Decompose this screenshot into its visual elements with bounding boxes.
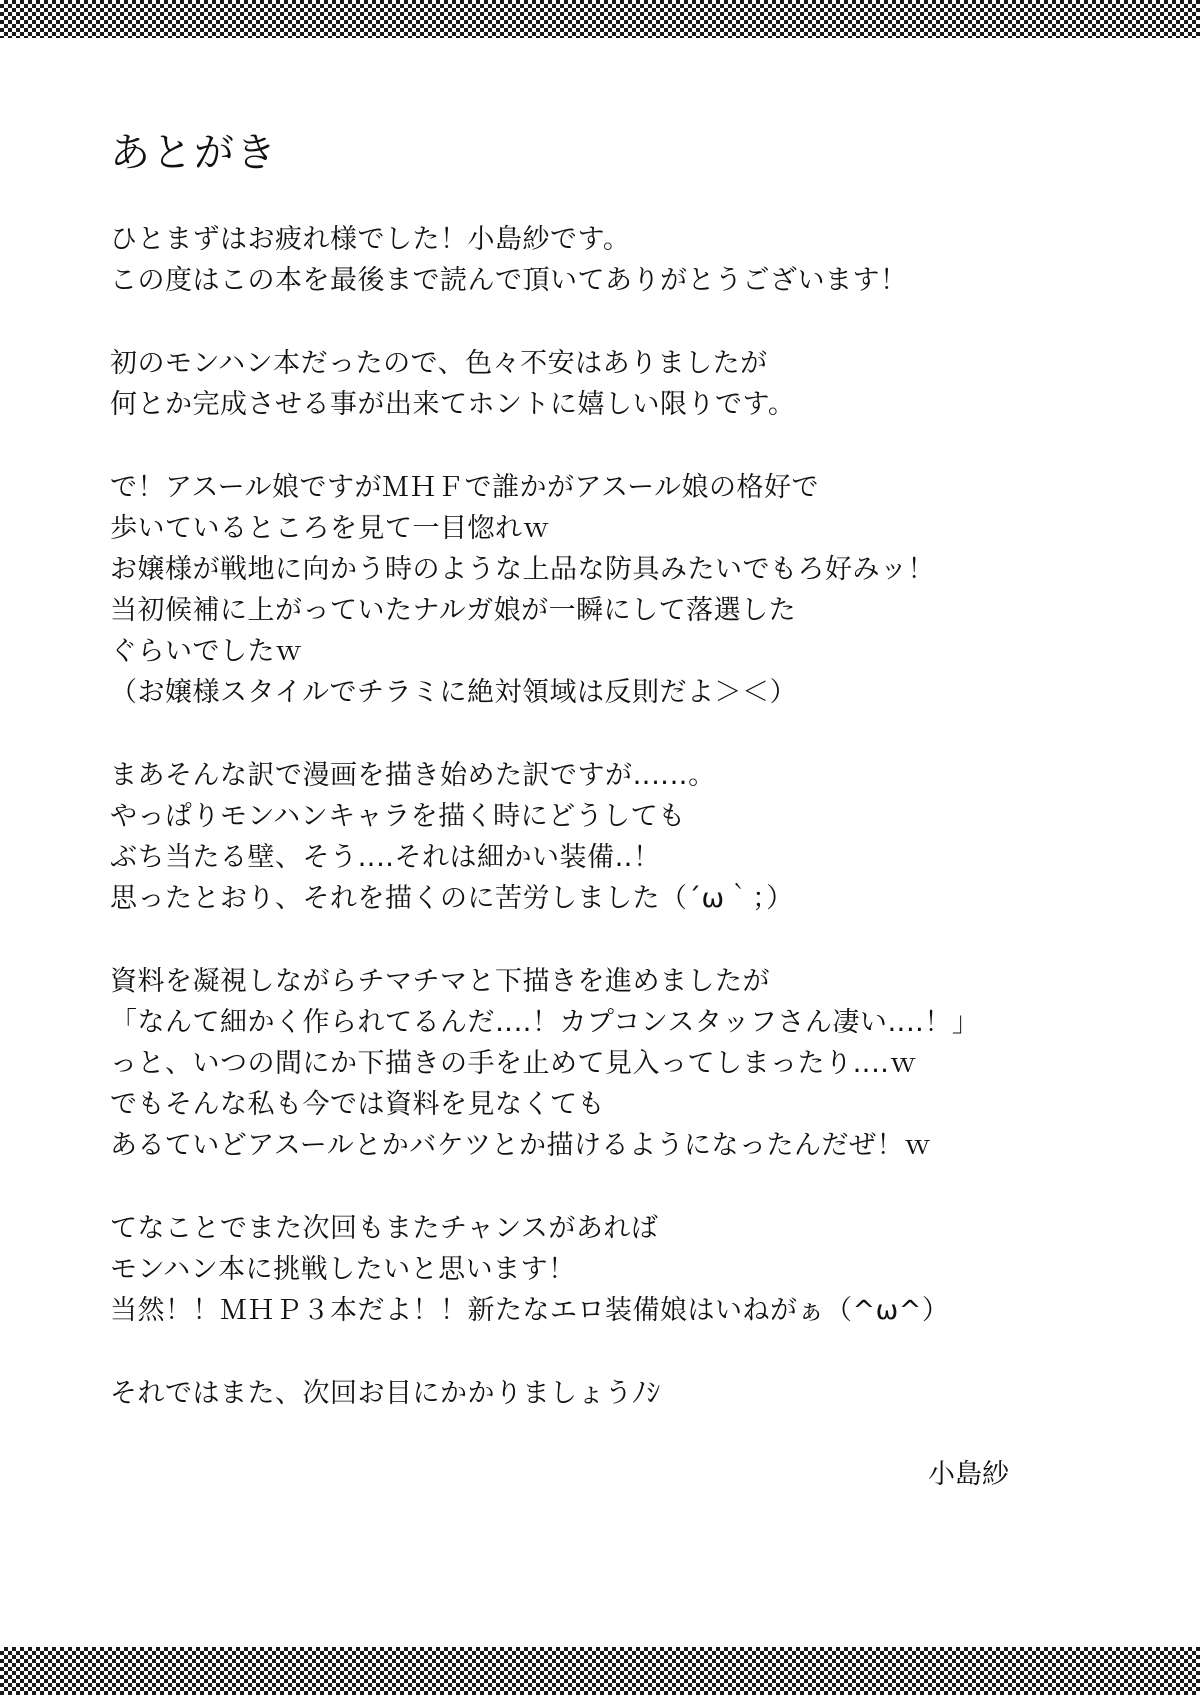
text-line: ぶち当たる壁、そう‥‥それは細かい装備‥！ — [110, 842, 661, 873]
afterword-body — [110, 219, 1070, 1456]
text-line: （お嬢様スタイルでチラミに絶対領域は反則だよ＞＜） — [110, 677, 797, 708]
paragraph — [110, 219, 1070, 301]
paragraph — [110, 961, 1070, 1166]
paragraph — [110, 1208, 1070, 1331]
text-line: っと、いつの間にか下描きの手を止めて見入ってしまったり‥‥ｗ — [110, 1048, 918, 1079]
text-line: てなことでまた次回もまたチャンスがあれば — [110, 1213, 659, 1244]
paragraph — [110, 1373, 1070, 1414]
text-line: でもそんな私も今では資料を見なくても — [110, 1089, 605, 1120]
text-line: ひとまずはお疲れ様でした！小島紗です。 — [110, 224, 631, 255]
text-line: 初のモンハン本だったので、色々不安はありましたが — [110, 348, 768, 379]
text-line: それではまた、次回お目にかかりましょうﾉｼ — [110, 1378, 661, 1409]
checker-border-bottom — [0, 1647, 1200, 1695]
text-line: やっぱりモンハンキャラを描く時にどうしても — [110, 801, 686, 832]
text-line: ぐらいでしたｗ — [110, 636, 303, 667]
text-line: この度はこの本を最後まで読んで頂いてありがとうございます！ — [110, 265, 908, 296]
paragraph — [110, 755, 1070, 919]
paragraph — [110, 343, 1070, 425]
author-signature: 小島紗 — [928, 1459, 1009, 1490]
text-line: で！アスール娘ですがＭＨＦで誰かがアスール娘の格好で — [110, 472, 820, 503]
text-line: あるていどアスールとかバケツとか描けるようになったんだぜ！ｗ — [110, 1130, 932, 1161]
text-line: 何とか完成させる事が出来てホントに嬉しい限りです。 — [110, 389, 796, 420]
text-line: 「なんて細かく作られてるんだ‥‥！カプコンスタッフさん凄い‥‥！」 — [110, 1007, 980, 1038]
page-title: あとがき — [110, 130, 278, 176]
text-line: 当然！！ＭＨＰ３本だよ！！新たなエロ装備娘はいねがぁ（^ω^） — [110, 1295, 950, 1326]
paragraph — [110, 467, 1070, 713]
text-line: 歩いているところを見て一目惚れｗ — [110, 513, 550, 544]
text-line: お嬢様が戦地に向かう時のような上品な防具みたいでもろ好みッ！ — [110, 554, 935, 585]
text-line: まあそんな訳で漫画を描き始めた訳ですが‥‥‥。 — [110, 760, 716, 791]
checker-border-top — [0, 0, 1200, 38]
text-line: モンハン本に挑戦したいと思います！ — [110, 1254, 576, 1285]
text-line: 思ったとおり、それを描くのに苦労しました（´ω｀；） — [110, 883, 794, 914]
text-line: 当初候補に上がっていたナルガ娘が一瞬にして落選した — [110, 595, 797, 626]
text-line: 資料を凝視しながらチマチマと下描きを進めましたが — [110, 966, 770, 997]
